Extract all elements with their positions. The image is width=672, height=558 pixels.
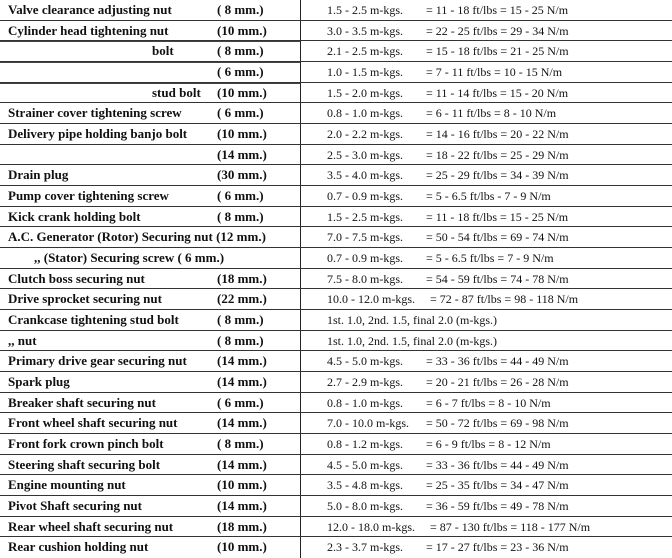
torque-value: 10.0 - 12.0 m-kgs. — [327, 292, 415, 307]
thread-size: (10 mm.) — [217, 22, 267, 38]
torque-value: 4.5 - 5.0 m-kgs. — [327, 457, 403, 472]
thread-size: (14 mm.) — [217, 146, 267, 162]
thread-size: ( 8 mm.) — [217, 436, 264, 451]
table-row — [0, 83, 672, 104]
torque-value: 0.7 - 0.9 m-kgs. — [327, 189, 403, 203]
torque-value: 3.5 - 4.0 m-kgs. — [327, 168, 403, 183]
part-name: Pivot Shaft securing nut — [8, 498, 142, 513]
part-name: Strainer cover tightening screw — [8, 105, 182, 121]
imperial-metric-conversion: = 7 - 11 ft/lbs = 10 - 15 N/m — [426, 65, 563, 79]
table-row — [0, 248, 672, 269]
part-name: stud bolt — [152, 84, 201, 100]
imperial-metric-conversion: = 11 - 14 ft/lbs = 15 - 20 N/m — [426, 85, 569, 100]
thread-size: ( 8 mm.) — [217, 43, 264, 59]
part-name: Valve clearance adjusting nut — [8, 2, 172, 17]
torque-value: 1.5 - 2.0 m-kgs. — [327, 85, 403, 100]
torque-value: 1.5 - 2.5 m-kgs. — [327, 3, 403, 17]
table-row — [0, 455, 672, 476]
part-name: Breaker shaft securing nut — [8, 394, 156, 410]
table-row — [0, 103, 672, 124]
imperial-metric-conversion: = 11 - 18 ft/lbs = 15 - 25 N/m — [426, 209, 569, 224]
part-name: Rear cushion holding nut — [8, 539, 149, 555]
torque-value: 2.5 - 3.0 m-kgs. — [327, 147, 403, 162]
thread-size: (14 mm.) — [217, 374, 267, 389]
table-row — [0, 186, 672, 207]
imperial-metric-conversion: = 33 - 36 ft/lbs = 44 - 49 N/m — [426, 354, 569, 369]
table-row — [0, 227, 672, 248]
torque-value: 1st. 1.0, 2nd. 1.5, final 2.0 (m-kgs.) — [327, 313, 497, 327]
table-row — [0, 434, 672, 455]
table-row — [0, 207, 672, 228]
torque-value: 2.3 - 3.7 m-kgs. — [327, 540, 403, 555]
thread-size: (18 mm.) — [217, 270, 267, 286]
table-row — [0, 496, 672, 517]
imperial-metric-conversion: = 72 - 87 ft/lbs = 98 - 118 N/m — [430, 292, 579, 307]
part-name: ,, nut — [8, 332, 37, 348]
torque-value: 2.1 - 2.5 m-kgs. — [327, 44, 403, 59]
torque-value: 3.0 - 3.5 m-kgs. — [327, 23, 403, 38]
thread-size: ( 6 mm.) — [217, 64, 264, 79]
table-row — [0, 413, 672, 434]
table-row — [0, 517, 672, 538]
part-name: Drive sprocket securing nut — [8, 291, 162, 307]
thread-size: ( 6 mm.) — [217, 188, 264, 203]
torque-value: 2.0 - 2.2 m-kgs. — [327, 127, 403, 141]
torque-value: 7.0 - 10.0 m-kgs. — [327, 416, 409, 431]
imperial-metric-conversion: = 5 - 6.5 ft/lbs - 7 - 9 N/m — [426, 189, 551, 203]
part-name: Drain plug — [8, 167, 69, 183]
part-name: Clutch boss securing nut — [8, 270, 145, 286]
torque-value: 1.5 - 2.5 m-kgs. — [327, 209, 403, 224]
imperial-metric-conversion: = 11 - 18 ft/lbs = 15 - 25 N/m — [426, 3, 569, 17]
imperial-metric-conversion: = 6 - 7 ft/lbs = 8 - 10 N/m — [426, 395, 551, 410]
table-row — [0, 331, 672, 352]
imperial-metric-conversion: = 36 - 59 ft/lbs = 49 - 78 N/m — [426, 499, 569, 513]
table-row — [0, 310, 672, 331]
thread-size: ( 6 mm.) — [217, 394, 264, 410]
thread-size: (30 mm.) — [217, 167, 267, 183]
table-row — [0, 537, 672, 558]
part-name: bolt — [152, 43, 174, 59]
torque-value: 5.0 - 8.0 m-kgs. — [327, 499, 403, 513]
torque-value: 4.5 - 5.0 m-kgs. — [327, 354, 403, 369]
thread-size: (10 mm.) — [217, 539, 267, 555]
table-row — [0, 145, 672, 166]
part-name: Delivery pipe holding banjo bolt — [8, 126, 188, 141]
thread-size: (22 mm.) — [217, 291, 267, 307]
table-row — [0, 21, 672, 42]
torque-value: 0.8 - 1.0 m-kgs. — [327, 106, 403, 121]
thread-size: ( 8 mm.) — [217, 332, 264, 348]
imperial-metric-conversion: = 50 - 72 ft/lbs = 69 - 98 N/m — [426, 416, 569, 431]
imperial-metric-conversion: = 18 - 22 ft/lbs = 25 - 29 N/m — [426, 147, 569, 162]
imperial-metric-conversion: = 5 - 6.5 ft/lbs = 7 - 9 N/m — [426, 251, 554, 265]
torque-value: 0.8 - 1.0 m-kgs. — [327, 395, 403, 410]
imperial-metric-conversion: = 15 - 18 ft/lbs = 21 - 25 N/m — [426, 44, 569, 59]
imperial-metric-conversion: = 22 - 25 ft/lbs = 29 - 34 N/m — [426, 23, 569, 38]
row-divider — [0, 83, 300, 84]
torque-value: 1st. 1.0, 2nd. 1.5, final 2.0 (m-kgs.) — [327, 333, 497, 348]
table-row — [0, 372, 672, 393]
part-name: Crankcase tightening stud bolt — [8, 312, 179, 327]
row-divider — [0, 62, 300, 63]
imperial-metric-conversion: = 87 - 130 ft/lbs = 118 - 177 N/m — [430, 519, 591, 534]
thread-size: (14 mm.) — [217, 415, 267, 431]
thread-size: ( 8 mm.) — [217, 2, 264, 17]
torque-value: 0.7 - 0.9 m-kgs. — [327, 251, 403, 265]
part-name: A.C. Generator (Rotor) Securing nut (12 mm.) — [8, 229, 266, 245]
table-row — [0, 269, 672, 290]
imperial-metric-conversion: = 14 - 16 ft/lbs = 20 - 22 N/m — [426, 127, 569, 141]
torque-value: 0.8 - 1.2 m-kgs. — [327, 437, 403, 451]
thread-size: (10 mm.) — [217, 126, 267, 141]
torque-value: 7.5 - 8.0 m-kgs. — [327, 271, 403, 286]
part-name: Pump cover tightening screw — [8, 188, 169, 203]
imperial-metric-conversion: = 50 - 54 ft/lbs = 69 - 74 N/m — [426, 230, 569, 245]
thread-size: (14 mm.) — [217, 498, 267, 513]
part-name: Front fork crown pinch bolt — [8, 436, 164, 451]
part-name: Kick crank holding bolt — [8, 208, 141, 224]
part-name: Primary drive gear securing nut — [8, 353, 187, 369]
row-divider — [0, 41, 300, 42]
part-name: Spark plug — [8, 374, 70, 389]
torque-value: 2.7 - 2.9 m-kgs. — [327, 375, 403, 389]
torque-value: 7.0 - 7.5 m-kgs. — [327, 230, 403, 245]
part-name: ,, (Stator) Securing screw ( 6 mm.) — [34, 250, 225, 265]
imperial-metric-conversion: = 33 - 36 ft/lbs = 44 - 49 N/m — [426, 457, 569, 472]
imperial-metric-conversion: = 25 - 29 ft/lbs = 34 - 39 N/m — [426, 168, 569, 183]
table-row — [0, 475, 672, 496]
thread-size: (18 mm.) — [217, 518, 267, 534]
thread-size: ( 6 mm.) — [217, 105, 264, 121]
thread-size: ( 8 mm.) — [217, 208, 264, 224]
torque-value: 12.0 - 18.0 m-kgs. — [327, 519, 415, 534]
table-row — [0, 289, 672, 310]
table-row — [0, 124, 672, 145]
imperial-metric-conversion: = 20 - 21 ft/lbs = 26 - 28 N/m — [426, 375, 569, 389]
table-row — [0, 0, 672, 21]
part-name: Steering shaft securing bolt — [8, 456, 161, 472]
thread-size: (14 mm.) — [217, 456, 267, 472]
thread-size: (14 mm.) — [217, 353, 267, 369]
part-name: Engine mounting nut — [8, 477, 126, 493]
imperial-metric-conversion: = 25 - 35 ft/lbs = 34 - 47 N/m — [426, 478, 569, 493]
table-row — [0, 62, 672, 83]
thread-size: ( 8 mm.) — [217, 312, 264, 327]
torque-value: 1.0 - 1.5 m-kgs. — [327, 65, 403, 79]
thread-size: (10 mm.) — [217, 84, 267, 100]
table-row — [0, 165, 672, 186]
imperial-metric-conversion: = 17 - 27 ft/lbs = 23 - 36 N/m — [426, 540, 569, 555]
table-row — [0, 393, 672, 414]
part-name: Front wheel shaft securing nut — [8, 415, 178, 431]
part-name: Rear wheel shaft securing nut — [8, 518, 174, 534]
thread-size: (10 mm.) — [217, 477, 267, 493]
imperial-metric-conversion: = 6 - 11 ft/lbs = 8 - 10 N/m — [426, 106, 557, 121]
table-row — [0, 351, 672, 372]
table-row — [0, 41, 672, 62]
imperial-metric-conversion: = 54 - 59 ft/lbs = 74 - 78 N/m — [426, 271, 569, 286]
imperial-metric-conversion: = 6 - 9 ft/lbs = 8 - 12 N/m — [426, 437, 551, 451]
part-name: Cylinder head tightening nut — [8, 22, 169, 38]
torque-value: 3.5 - 4.8 m-kgs. — [327, 478, 403, 493]
